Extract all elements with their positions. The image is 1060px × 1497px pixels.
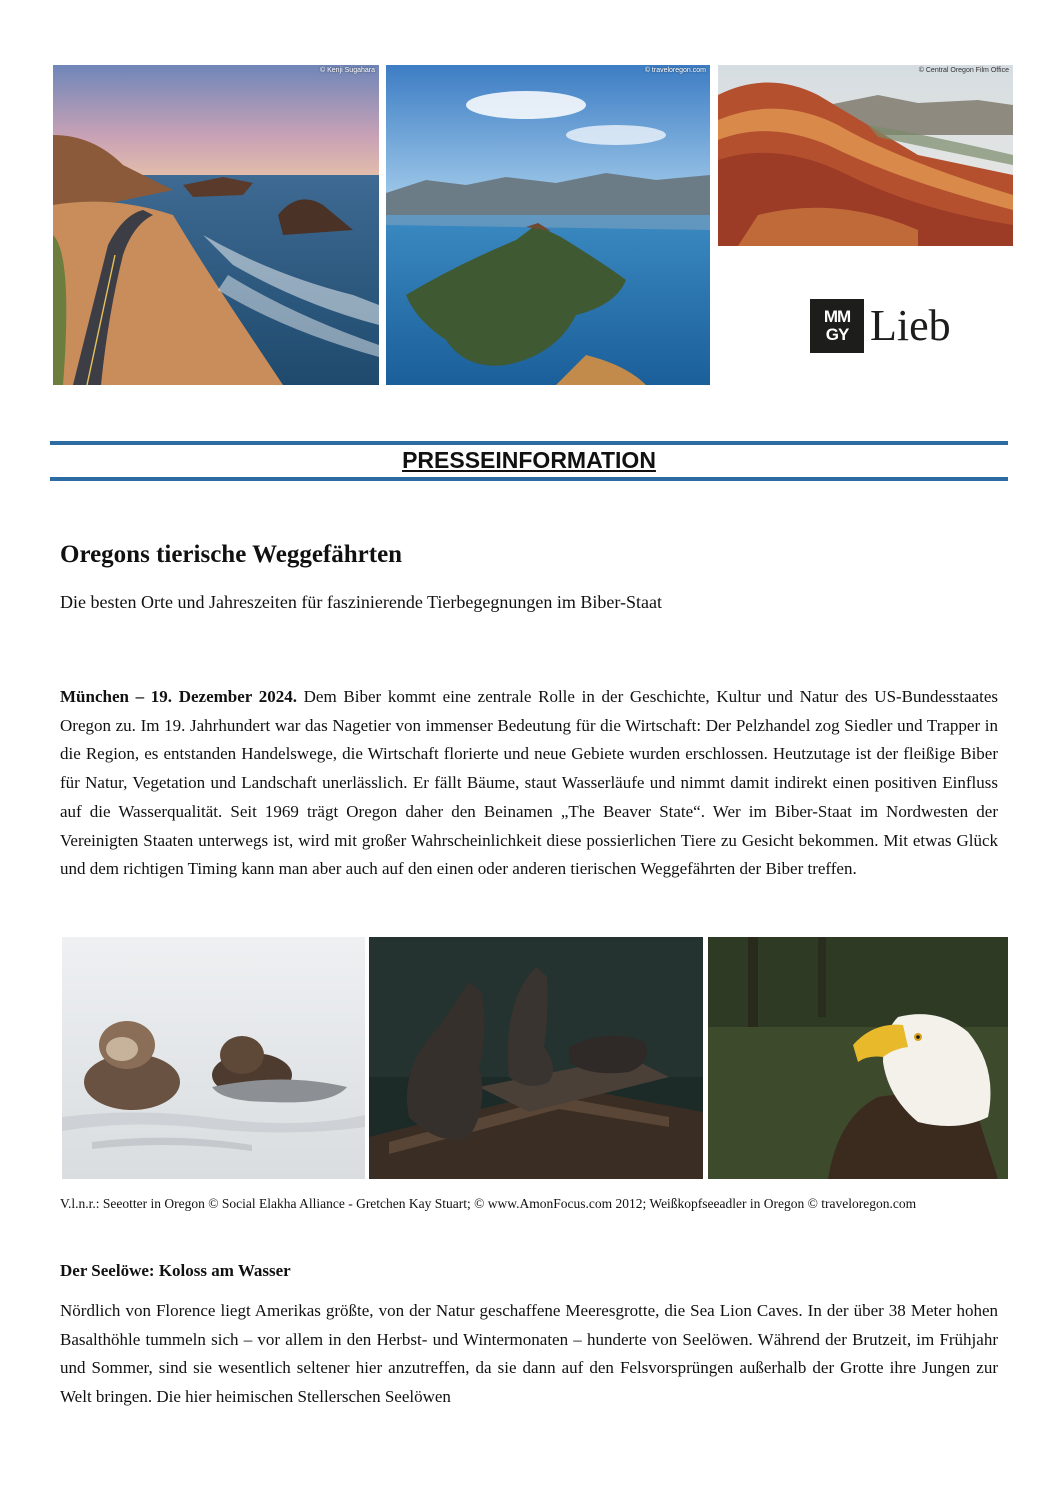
logo-mark-line2: GY <box>825 325 849 344</box>
photo-bald-eagle <box>708 937 1008 1179</box>
article-intro <box>60 683 998 884</box>
article-subheadline: Die besten Orte und Jahreszeiten für faszinierende Tierbegegnungen im Biber-Staat <box>60 592 662 612</box>
page-title: PRESSEINFORMATION <box>402 447 656 473</box>
logo-mark <box>810 299 864 353</box>
photo-sea-lions <box>369 937 703 1179</box>
intro-text: Dem Biber kommt eine zentrale Rolle in der Geschichte, Kultur und Natur des US-Bundesstaates Oregon zu. Im 19. Jahrhundert war das Nagetier von immenser Bedeutung für die Wirtschaft: Der Pelzhandel zog Siedler und Trapper in die Region, es entstanden Handelswege, die Wirtschaft florierte und neue Gebiete wurden erschlossen. Heutzutage ist der fleißige Biber für Natur, Vegetation und Landschaft unerlässlich. Er fällt Bäume, staut Wasserläufe und nimmt damit indirekt einen positiven Einfluss auf die Wasserqualität. Seit 1969 trägt Oregon daher den Beinamen „The Beaver State“. Wer im Biber-Staat im Nordwesten der Vereinigten Staaten unterwegs ist, wird mit großer Wahrscheinlichkeit diese possierlichen Tiere zu Gesicht bekommen. Mit etwas Glück und dem richtigen Timing kann man aber auch auf den einen oder anderen tierischen Weggefährten der Biber treffen. <box>60 687 999 879</box>
header-rule-top <box>50 441 1008 445</box>
photo-credit: © traveloregon.com <box>644 67 706 74</box>
section-text: Nördlich von Florence liegt Amerikas größte, von der Natur geschaffene Meeresgrotte, die Sea Lion Caves. In der über 38 Meter hohen Basalthöhle tummeln sich – vor allem in den Herbst- und Wintermonaten – hunderte von Seelöwen. Während der Brutzeit, im Frühjahr und Sommer, sind sie wesentlich seltener hier anzutreffen, da sie dann auf den Felsvorsprüngen außerhalb der Grotte ihre Jungen zur Welt bringen. Die hier heimischen Stellerschen Seelöwen <box>60 1301 998 1407</box>
dateline: München – 19. Dezember 2024. <box>60 687 297 706</box>
section-title: Der Seelöwe: Koloss am Wasser <box>60 1261 291 1280</box>
logo-mark-line1: MM <box>823 307 851 326</box>
photo-crater-lake <box>386 65 710 385</box>
article-headline: Oregons tierische Weggefährten <box>60 541 403 568</box>
photo-painted-hills <box>718 65 1013 246</box>
agency-logo <box>810 298 980 354</box>
photo-caption: V.l.n.r.: Seeotter in Oregon © Social Elakha Alliance - Gretchen Kay Stuart; © www.AmonFocus.com 2012; Weißkopfseeadler in Oregon © traveloregon.com <box>60 1196 917 1211</box>
photo-oregon-coast <box>53 65 379 385</box>
photo-credit: © Kenji Sugahara <box>320 67 375 74</box>
photo-credit: © Central Oregon Film Office <box>918 67 1009 74</box>
header-rule-bottom <box>50 477 1008 481</box>
logo-wordmark: Lieb <box>870 301 951 350</box>
photo-sea-otters <box>62 937 365 1179</box>
